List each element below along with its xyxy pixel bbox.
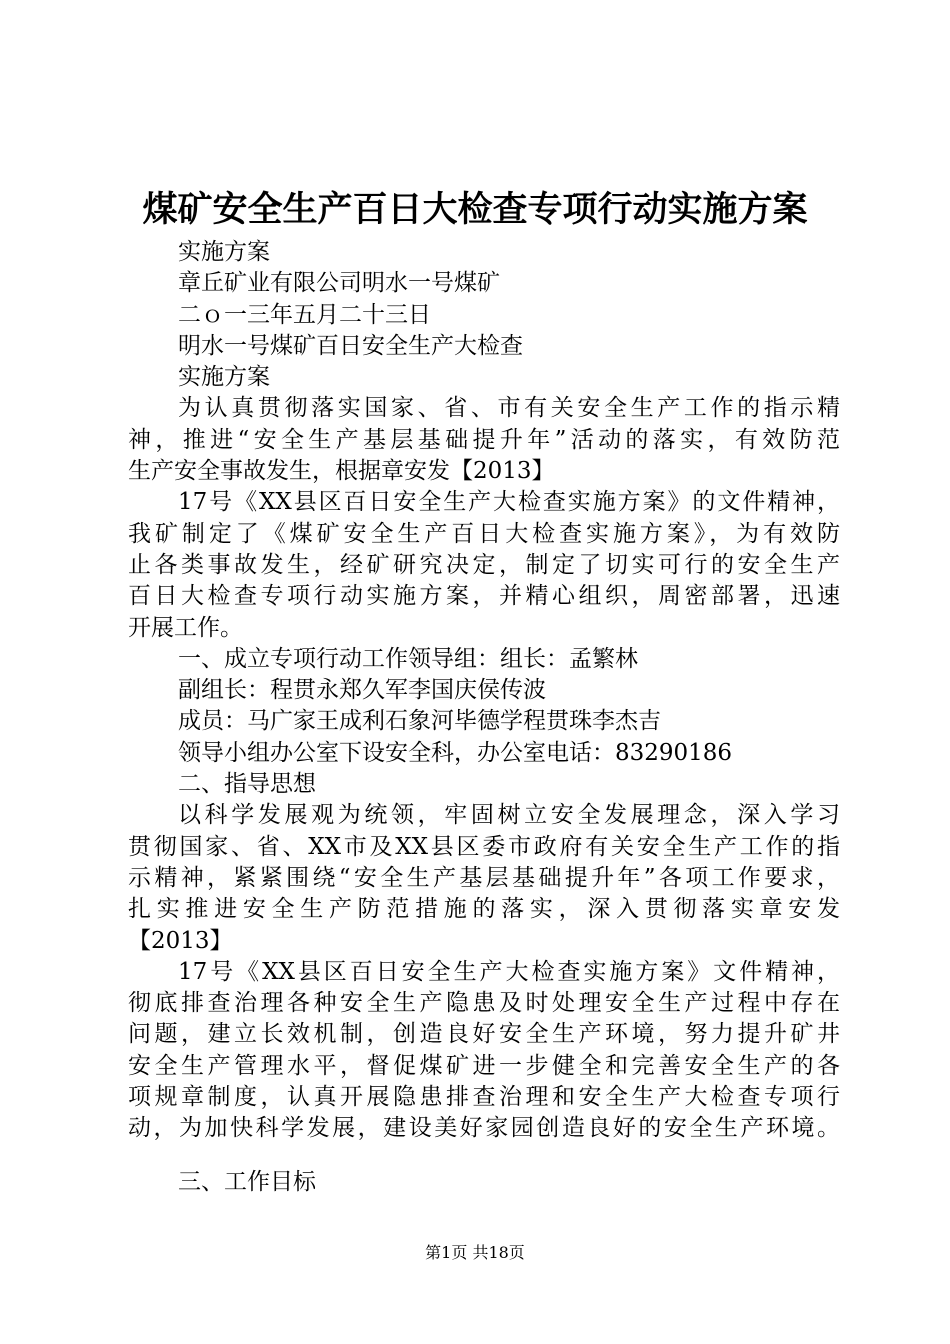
text-line: 扎实推进安全生产防范措施的落实，深入贯彻落实章安发: [128, 896, 840, 923]
document-title: 煤矿安全生产百日大检查专项行动实施方案: [142, 189, 808, 230]
text-line: 百日大检查专项行动实施方案，并精心组织，周密部署，迅速: [128, 583, 840, 610]
text-line: 【2013】: [128, 927, 233, 954]
page-footer: 第1页 共18页: [425, 1243, 525, 1262]
text-line: 神，推进“安全生产基层基础提升年”活动的落实，有效防范: [128, 426, 840, 453]
text-line: 三、工作目标: [178, 1168, 316, 1195]
text-line: 明水一号煤矿百日安全生产大检查: [178, 332, 523, 359]
text-line: 开展工作。: [128, 614, 243, 641]
text-line: 领导小组办公室下设安全科，办公室电话：83290186: [178, 739, 733, 766]
text-line: 章丘矿业有限公司明水一号煤矿: [178, 270, 500, 297]
text-line: 副组长：程贯永郑久军李国庆侯传波: [178, 677, 546, 704]
text-line: 彻底排查治理各种安全生产隐患及时处理安全生产过程中存在: [128, 990, 840, 1017]
text-line: 生产安全事故发生，根据章安发【2013】: [128, 458, 555, 485]
text-line: 项规章制度，认真开展隐患排查治理和安全生产大检查专项行: [128, 1084, 840, 1111]
paragraph-gap: [128, 1145, 840, 1167]
text-line: 为认真贯彻落实国家、省、市有关安全生产工作的指示精: [178, 395, 840, 422]
text-line: 我矿制定了《煤矿安全生产百日大检查实施方案》，为有效防: [128, 520, 840, 547]
text-line: 安全生产管理水平，督促煤矿进一步健全和完善安全生产的各: [128, 1052, 840, 1079]
text-line: 二、指导思想: [178, 771, 316, 798]
text-line: 以科学发展观为统领，牢固树立安全发展理念，深入学习: [178, 802, 840, 829]
document-body: [128, 237, 840, 1198]
text-line: 示精神，紧紧围绕“安全生产基层基础提升年”各项工作要求，: [128, 864, 840, 891]
text-line: 17号《XX县区百日安全生产大检查实施方案》的文件精神，: [178, 489, 840, 516]
text-line: 动，为加快科学发展，建设美好家园创造良好的安全生产环境。: [128, 1115, 840, 1142]
text-line: 一、成立专项行动工作领导组：组长：孟繁林: [178, 645, 638, 672]
text-line: 实施方案: [178, 364, 270, 391]
text-line: 二ｏ一三年五月二十三日: [178, 301, 431, 328]
text-line: 问题，建立长效机制，创造良好安全生产环境，努力提升矿井: [128, 1021, 840, 1048]
text-line: 止各类事故发生，经矿研究决定，制定了切实可行的安全生产: [128, 551, 840, 578]
text-line: 17号《XX县区百日安全生产大检查实施方案》文件精神，: [178, 958, 840, 985]
text-line: 实施方案: [178, 239, 270, 265]
text-line: 贯彻国家、省、XX市及XX县区委市政府有关安全生产工作的指: [128, 833, 840, 860]
text-line: 成员：马广家王成利石象河毕德学程贯珠李杰吉: [178, 708, 661, 735]
